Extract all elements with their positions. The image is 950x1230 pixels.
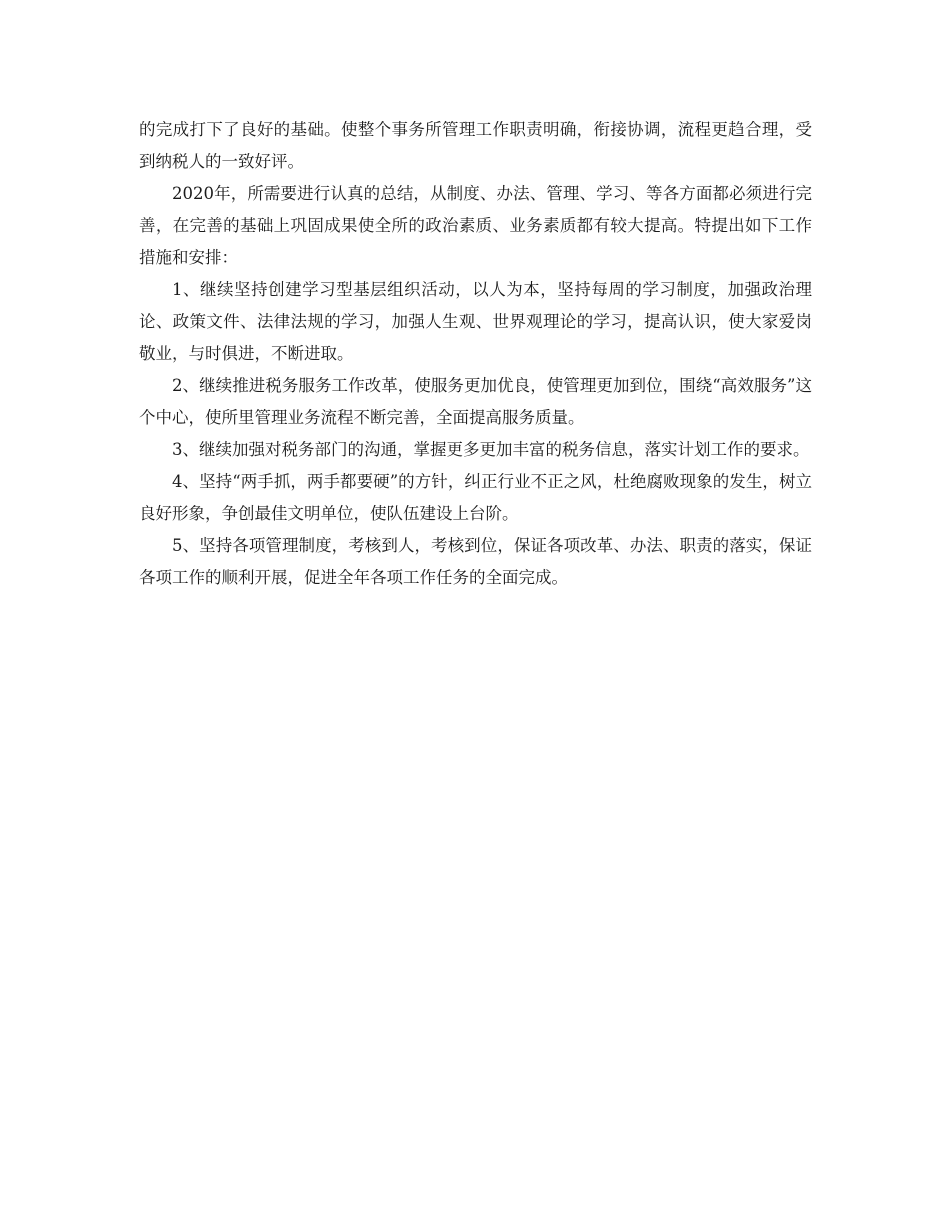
document-body bbox=[139, 114, 812, 594]
paragraph-item-4: 4、坚持“两手抓，两手都要硬”的方针，纠正行业不正之风，杜绝腐败现象的发生，树立良好形象，争创最佳文明单位，使队伍建设上台阶。 bbox=[139, 472, 812, 523]
paragraph-continuation: 的完成打下了良好的基础。使整个事务所管理工作职责明确，衔接协调，流程更趋合理，受到纳税人的一致好评。 bbox=[139, 120, 812, 171]
paragraph-item-5: 5、坚持各项管理制度，考核到人，考核到位，保证各项改革、办法、职责的落实，保证各项工作的顺利开展，促进全年各项工作任务的全面完成。 bbox=[139, 536, 812, 587]
paragraph-2020-summary: 2020年，所需要进行认真的总结，从制度、办法、管理、学习、等各方面都必须进行完善，在完善的基础上巩固成果使全所的政治素质、业务素质都有较大提高。特提出如下工作措施和安排： bbox=[139, 184, 812, 267]
paragraph-item-2: 2、继续推进税务服务工作改革，使服务更加优良，使管理更加到位，围绕“高效服务”这个中心，使所里管理业务流程不断完善，全面提高服务质量。 bbox=[139, 376, 812, 427]
paragraph-item-1: 1、继续坚持创建学习型基层组织活动，以人为本，坚持每周的学习制度，加强政治理论、政策文件、法律法规的学习，加强人生观、世界观理论的学习，提高认识，使大家爱岗敬业，与时俱进，不断进取。 bbox=[139, 280, 812, 363]
paragraph-item-3: 3、继续加强对税务部门的沟通，掌握更多更加丰富的税务信息，落实计划工作的要求。 bbox=[172, 440, 810, 459]
